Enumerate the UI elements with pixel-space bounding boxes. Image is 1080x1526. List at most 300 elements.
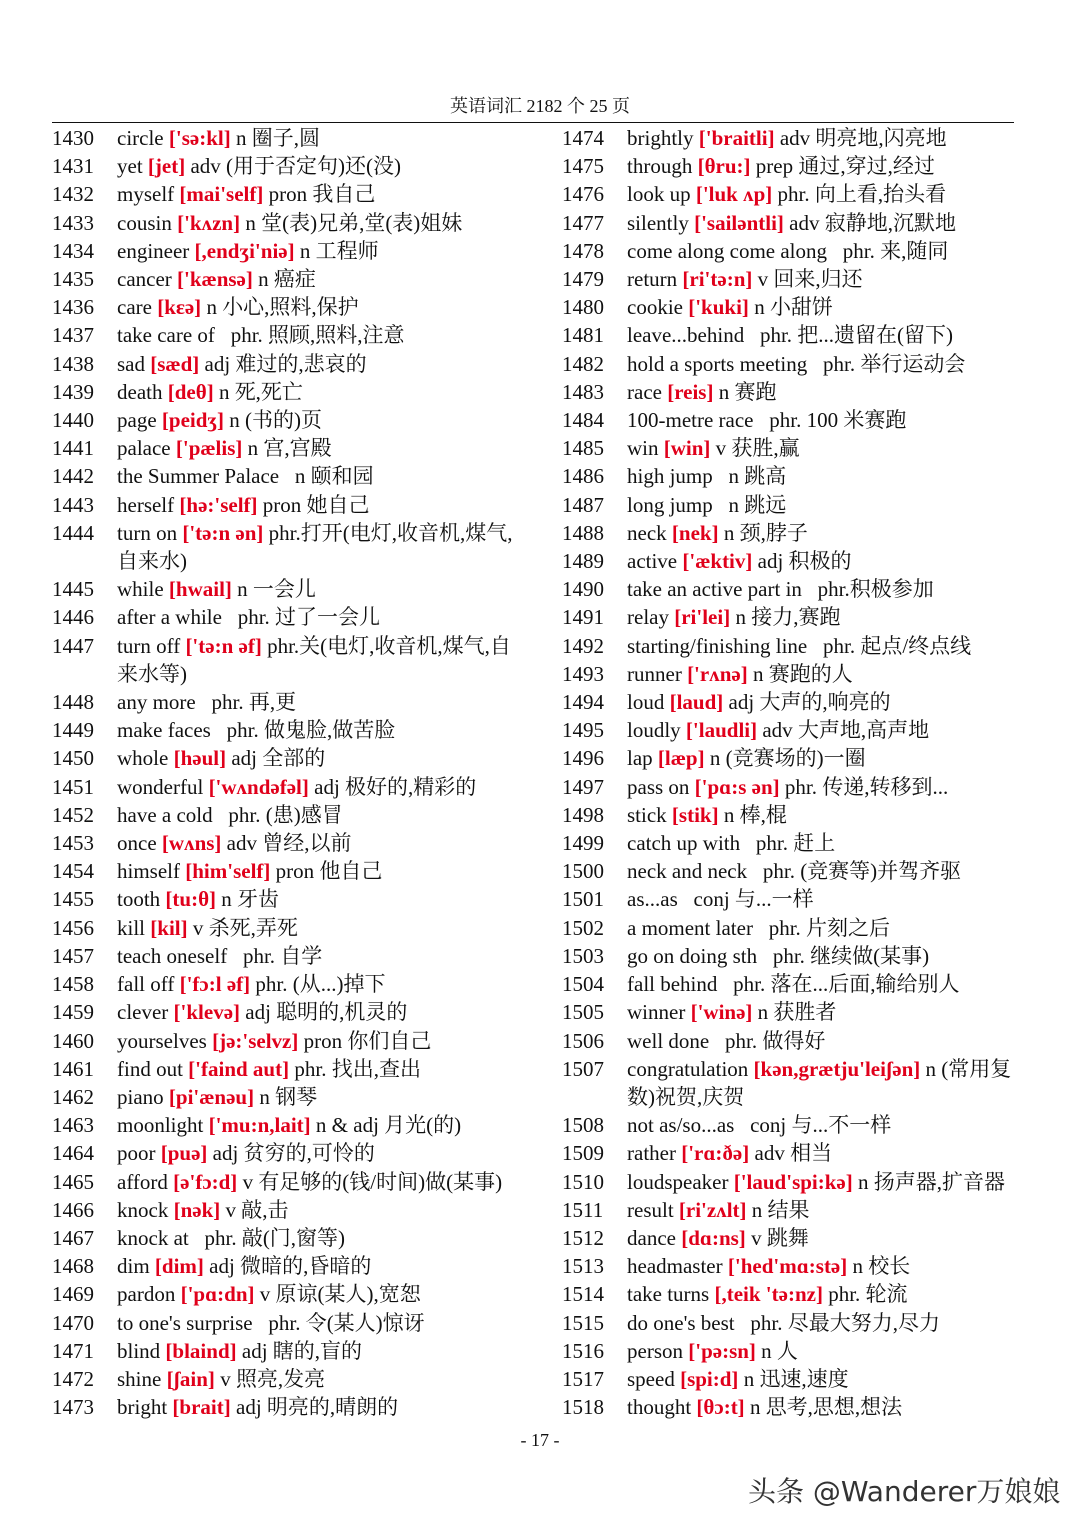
vocab-entry: [52, 237, 514, 265]
entry-number: 1500: [562, 859, 604, 884]
vocab-entry: [562, 942, 1024, 970]
vocab-entry: [562, 434, 1024, 462]
entry-word: congratulation: [627, 1056, 749, 1081]
vocab-entry: [52, 1337, 514, 1365]
entry-word: take care of: [117, 323, 215, 348]
entry-word: as...as: [627, 887, 678, 912]
entry-word: blind: [117, 1338, 161, 1363]
vocab-entry: [562, 1168, 1024, 1196]
entry-number: 1475: [562, 154, 604, 179]
entry-number: 1514: [562, 1282, 604, 1307]
entry-word: active: [627, 549, 678, 574]
entry-word: the Summer Palace: [117, 464, 280, 489]
vocab-entry: [562, 829, 1024, 857]
entry-definition: phr. 继续做(某事): [772, 943, 930, 968]
entry-word: cookie: [627, 295, 683, 320]
entry-number: 1469: [52, 1282, 94, 1307]
vocab-entry: [52, 885, 514, 913]
entry-phonetic: ['rɑ:ðə]: [681, 1141, 750, 1166]
entry-phonetic: [peidʒ]: [161, 408, 225, 433]
vocab-entry: [52, 773, 514, 801]
entry-definition: phr. (患)感冒: [228, 802, 343, 827]
vocab-entry: [562, 1224, 1024, 1252]
entry-definition: n 扬声器,扩音器: [858, 1169, 1005, 1194]
entry-phonetic: ['braitli]: [698, 126, 775, 150]
entry-word: clever: [117, 1000, 169, 1025]
entry-definition: phr. 做得好: [724, 1028, 826, 1053]
entry-word: high jump: [627, 464, 713, 489]
vocab-entry: [52, 575, 514, 603]
entry-definition: adj 聪明的,机灵的: [245, 1000, 408, 1025]
vocab-entry: [562, 1111, 1024, 1139]
entry-definition: phr. 轮流: [828, 1282, 908, 1307]
entry-definition: adv 曾经,以前: [226, 831, 352, 856]
entry-number: 1450: [52, 746, 94, 771]
entry-phonetic: ['winə]: [690, 1000, 753, 1025]
entry-definition: phr.积极参加: [817, 577, 934, 602]
entry-phonetic: [ri'zʌlt]: [678, 1197, 747, 1222]
entry-phonetic: ['tə:n ən]: [182, 520, 264, 545]
entry-word: race: [627, 379, 662, 404]
entry-definition: n (竞赛场的)一圈: [709, 746, 866, 771]
entry-phonetic: [nek]: [671, 520, 719, 545]
entry-word: long jump: [627, 492, 713, 517]
vocab-entry: [562, 378, 1024, 406]
entry-definition: phr. 片刻之后: [768, 915, 891, 940]
entry-number: 1434: [52, 238, 94, 263]
entry-word: piano: [117, 1084, 164, 1109]
entry-phonetic: [həul]: [173, 746, 227, 771]
entry-number: 1493: [562, 661, 604, 686]
entry-phonetic: [win]: [663, 436, 711, 461]
entry-number: 1436: [52, 295, 94, 320]
entry-number: 1510: [562, 1169, 604, 1194]
entry-word: a moment later: [627, 915, 753, 940]
entry-word: engineer: [117, 238, 190, 263]
vocab-entry: [52, 462, 514, 490]
entry-word: death: [117, 379, 163, 404]
vocab-entry: [52, 265, 514, 293]
entry-phonetic: ['æktiv]: [682, 549, 753, 574]
entry-phonetic: ['pə:sn]: [688, 1338, 756, 1363]
vocab-entry: [562, 1055, 1024, 1111]
entry-word: look up: [627, 182, 691, 207]
vocab-entry: [562, 1365, 1024, 1393]
entry-word: well done: [627, 1028, 710, 1053]
entry-word: silently: [627, 210, 689, 235]
entry-phonetic: ['laudli]: [685, 718, 758, 743]
entry-word: myself: [117, 182, 175, 207]
entry-definition: n 工程师: [299, 238, 379, 263]
entry-phonetic: [dim]: [154, 1254, 204, 1279]
entry-number: 1508: [562, 1113, 604, 1138]
entry-definition: n 跳远: [728, 492, 787, 517]
entry-number: 1501: [562, 887, 604, 912]
vocab-entry: [52, 434, 514, 462]
entry-number: 1477: [562, 210, 604, 235]
entry-phonetic: [brait]: [172, 1395, 231, 1420]
vocab-entry: [562, 1027, 1024, 1055]
entry-number: 1441: [52, 436, 94, 461]
entry-phonetic: [nək]: [173, 1197, 221, 1222]
entry-word: loud: [627, 690, 665, 715]
entry-definition: phr. 令(某人)惊讶: [268, 1310, 425, 1335]
entry-word: dance: [627, 1225, 676, 1250]
entry-number: 1464: [52, 1141, 94, 1166]
entry-word: sad: [117, 351, 145, 376]
entry-number: 1479: [562, 267, 604, 292]
vocab-entry: [562, 773, 1024, 801]
vocab-entry: [52, 1309, 514, 1337]
vocab-entry: [562, 970, 1024, 998]
entry-definition: adj 极好的,精彩的: [314, 774, 477, 799]
vocab-entry: [52, 1055, 514, 1083]
vocab-column-left: [52, 124, 514, 1421]
vocab-entry: [562, 1139, 1024, 1167]
entry-word: bright: [117, 1395, 168, 1420]
entry-number: 1505: [562, 1000, 604, 1025]
entry-phonetic: [θɔ:t]: [696, 1395, 745, 1420]
vocab-entry: [52, 378, 514, 406]
entry-number: 1470: [52, 1310, 94, 1335]
entry-phonetic: [hwail]: [168, 577, 232, 602]
entry-number: 1502: [562, 915, 604, 940]
entry-number: 1491: [562, 605, 604, 630]
entry-number: 1452: [52, 802, 94, 827]
entry-phonetic: [reis]: [667, 379, 714, 404]
entry-definition: adj 难过的,悲哀的: [204, 351, 367, 376]
entry-definition: adj 瞎的,盲的: [241, 1338, 363, 1363]
entry-definition: n 迅速,速度: [743, 1366, 849, 1391]
vocab-entry: [562, 857, 1024, 885]
entry-word: tooth: [117, 887, 161, 912]
entry-definition: n 牙齿: [221, 887, 280, 912]
entry-number: 1509: [562, 1141, 604, 1166]
entry-definition: n (常用复数)祝贺,庆贺: [627, 1056, 1012, 1109]
entry-definition: phr. (竞赛等)并驾齐驱: [762, 859, 962, 884]
entry-number: 1512: [562, 1225, 604, 1250]
vocab-entry: [562, 716, 1024, 744]
entry-phonetic: ['pɑ:s ən]: [694, 774, 780, 799]
vocab-entry: [52, 1111, 514, 1139]
vocab-entry: [562, 124, 1024, 152]
entry-word: pardon: [117, 1282, 176, 1307]
entry-word: wonderful: [117, 774, 204, 799]
vocab-entry: [562, 519, 1024, 547]
entry-phonetic: ['klevə]: [173, 1000, 241, 1025]
vocab-entry: [562, 1337, 1024, 1365]
entry-definition: conj 与...不一样: [750, 1113, 892, 1138]
entry-number: 1474: [562, 126, 604, 150]
entry-number: 1487: [562, 492, 604, 517]
entry-word: page: [117, 408, 157, 433]
entry-word: poor: [117, 1141, 156, 1166]
entry-definition: phr. 把...遗留在(留下): [759, 323, 954, 348]
entry-definition: n 赛跑: [718, 379, 777, 404]
entry-phonetic: [ʃain]: [166, 1366, 215, 1391]
entry-phonetic: [wʌns]: [161, 831, 222, 856]
entry-word: lap: [627, 746, 653, 771]
entry-definition: n 颐和园: [294, 464, 374, 489]
entry-number: 1490: [562, 577, 604, 602]
entry-definition: v 杀死,弄死: [192, 915, 298, 940]
entry-number: 1489: [562, 549, 604, 574]
entry-word: neck and neck: [627, 859, 748, 884]
entry-definition: phr. 自学: [242, 943, 323, 968]
entry-number: 1485: [562, 436, 604, 461]
entry-word: rather: [627, 1141, 676, 1166]
entry-word: yourselves: [117, 1028, 207, 1053]
entry-definition: phr. 落在...后面,输给别人: [733, 972, 960, 997]
entry-number: 1454: [52, 859, 94, 884]
entry-number: 1495: [562, 718, 604, 743]
entry-definition: n (书的)页: [229, 408, 323, 433]
entry-phonetic: [sæd]: [150, 351, 200, 376]
entry-word: do one's best: [627, 1310, 735, 1335]
entry-number: 1432: [52, 182, 94, 207]
entry-definition: adv 大声地,高声地: [762, 718, 930, 743]
entry-number: 1494: [562, 690, 604, 715]
entry-word: any more: [117, 690, 196, 715]
entry-phonetic: ['wʌndəfəl]: [208, 774, 309, 799]
entry-phonetic: ['tə:n əf]: [185, 633, 262, 658]
vocab-entry: [562, 688, 1024, 716]
entry-word: starting/finishing line: [627, 633, 808, 658]
entry-number: 1482: [562, 351, 604, 376]
entry-definition: v 获胜,赢: [715, 436, 800, 461]
entry-number: 1511: [562, 1197, 604, 1222]
entry-number: 1447: [52, 633, 94, 658]
entry-word: 100-metre race: [627, 408, 754, 433]
entry-number: 1478: [562, 238, 604, 263]
entry-word: palace: [117, 436, 171, 461]
entry-definition: n 获胜者: [757, 1000, 837, 1025]
vocab-entry: [52, 1168, 514, 1196]
vocab-entry: [562, 575, 1024, 603]
vocab-entry: [52, 152, 514, 180]
entry-word: kill: [117, 915, 146, 940]
entry-definition: n 棒,棍: [723, 802, 787, 827]
entry-number: 1448: [52, 690, 94, 715]
entry-phonetic: [kil]: [150, 915, 188, 940]
entry-number: 1507: [562, 1056, 604, 1081]
entry-definition: conj 与...一样: [693, 887, 814, 912]
entry-word: while: [117, 577, 164, 602]
entry-phonetic: ['laud'spi:kə]: [733, 1169, 853, 1194]
entry-definition: phr. 向上看,抬头看: [777, 182, 947, 207]
entry-definition: phr. 再,更: [211, 690, 297, 715]
entry-phonetic: ['kuki]: [688, 295, 749, 320]
vocab-entry: [52, 716, 514, 744]
entry-word: herself: [117, 492, 175, 517]
entry-definition: n 死,死亡: [218, 379, 303, 404]
entry-number: 1439: [52, 379, 94, 404]
entry-definition: n 癌症: [258, 267, 316, 292]
vocab-entry: [52, 603, 514, 631]
entry-word: go on doing sth: [627, 943, 758, 968]
entry-definition: n 圈子,圆: [235, 126, 320, 150]
entry-phonetic: [spi:d]: [680, 1366, 739, 1391]
vocab-column-right: [562, 124, 1024, 1421]
vocab-entry: [52, 744, 514, 772]
entry-word: headmaster: [627, 1254, 723, 1279]
vocab-entry: [52, 406, 514, 434]
vocab-entry: [562, 998, 1024, 1026]
entry-word: care: [117, 295, 152, 320]
vocab-entry: [52, 1196, 514, 1224]
entry-number: 1461: [52, 1056, 94, 1081]
entry-number: 1473: [52, 1395, 94, 1420]
entry-definition: phr. 敲(门,窗等): [204, 1225, 346, 1250]
entry-phonetic: [kən,grætju'leiʃən]: [753, 1056, 921, 1081]
entry-word: once: [117, 831, 157, 856]
entry-number: 1457: [52, 943, 94, 968]
entry-number: 1443: [52, 492, 94, 517]
entry-definition: prep 通过,穿过,经过: [755, 154, 935, 179]
entry-definition: adj 积极的: [757, 549, 852, 574]
entry-number: 1451: [52, 774, 94, 799]
entry-word: leave...behind: [627, 323, 745, 348]
entry-definition: pron 你们自己: [303, 1028, 432, 1053]
entry-phonetic: ['hed'mɑ:stə]: [727, 1254, 848, 1279]
entry-word: take turns: [627, 1282, 710, 1307]
entry-word: dim: [117, 1254, 150, 1279]
vocab-entry: [562, 491, 1024, 519]
entry-word: have a cold: [117, 802, 213, 827]
vocab-entry: [562, 462, 1024, 490]
entry-phonetic: [tu:θ]: [165, 887, 217, 912]
entry-number: 1468: [52, 1254, 94, 1279]
entry-definition: phr. 100 米赛跑: [769, 408, 907, 433]
entry-definition: adj 明亮的,晴朗的: [236, 1395, 399, 1420]
entry-definition: n 结果: [751, 1197, 810, 1222]
entry-word: himself: [117, 859, 180, 884]
entry-definition: n 堂(表)兄弟,堂(表)姐妹: [245, 210, 463, 235]
entry-phonetic: [θru:]: [697, 154, 751, 179]
entry-number: 1462: [52, 1084, 94, 1109]
vocab-entry: [562, 321, 1024, 349]
vocab-entry: [52, 209, 514, 237]
entry-word: catch up with: [627, 831, 741, 856]
entry-word: thought: [627, 1395, 692, 1420]
vocab-entry: [52, 180, 514, 208]
entry-definition: phr. 传递,转移到...: [784, 774, 949, 799]
entry-number: 1438: [52, 351, 94, 376]
entry-word: loudly: [627, 718, 681, 743]
entry-definition: n & adj 月光(的): [315, 1113, 462, 1138]
entry-word: shine: [117, 1366, 162, 1391]
entry-number: 1466: [52, 1197, 94, 1222]
entry-definition: phr. 举行运动会: [822, 351, 966, 376]
vocab-entry: [52, 914, 514, 942]
entry-number: 1513: [562, 1254, 604, 1279]
entry-word: cancer: [117, 267, 172, 292]
entry-definition: adj 微暗的,昏暗的: [209, 1254, 372, 1279]
entry-number: 1516: [562, 1338, 604, 1363]
entry-phonetic: [ri'tə:n]: [682, 267, 753, 292]
entry-number: 1465: [52, 1169, 94, 1194]
entry-word: through: [627, 154, 693, 179]
entry-number: 1445: [52, 577, 94, 602]
entry-word: to one's surprise: [117, 1310, 253, 1335]
vocab-entry: [52, 1027, 514, 1055]
entry-phonetic: [hə:'self]: [179, 492, 258, 517]
entry-word: return: [627, 267, 678, 292]
entry-definition: v 敲,击: [225, 1197, 289, 1222]
entry-definition: n 一会儿: [237, 577, 316, 602]
entry-phonetic: [dɑ:ns]: [681, 1225, 746, 1250]
watermark: 头条 @Wanderer万娘娘: [748, 1475, 1061, 1508]
entry-number: 1506: [562, 1028, 604, 1053]
vocab-entry: [562, 1393, 1024, 1421]
entry-word: hold a sports meeting: [627, 351, 808, 376]
vocab-entry: [52, 1083, 514, 1111]
entry-number: 1481: [562, 323, 604, 348]
entry-definition: phr. (从...)掉下: [255, 972, 386, 997]
entry-number: 1476: [562, 182, 604, 207]
entry-definition: phr. 做鬼脸,做苦脸: [226, 718, 396, 743]
entry-definition: n 人: [761, 1338, 798, 1363]
entry-definition: adj 贫穷的,可怜的: [212, 1141, 375, 1166]
entry-word: whole: [117, 746, 169, 771]
page-number: - 17 -: [520, 1430, 560, 1450]
entry-word: runner: [627, 661, 682, 686]
vocab-entry: [562, 209, 1024, 237]
entry-phonetic: [stik]: [671, 802, 719, 827]
entry-number: 1440: [52, 408, 94, 433]
vocab-entry: [562, 744, 1024, 772]
entry-number: 1496: [562, 746, 604, 771]
entry-phonetic: [ri'lei]: [674, 605, 731, 630]
entry-definition: adv 明亮地,闪亮地: [779, 126, 947, 150]
vocab-entry: [562, 1252, 1024, 1280]
vocab-entry: [52, 124, 514, 152]
entry-number: 1433: [52, 210, 94, 235]
entry-phonetic: ['kʌzn]: [177, 210, 241, 235]
entry-number: 1472: [52, 1366, 94, 1391]
entry-definition: pron 我自己: [268, 182, 376, 207]
vocab-entry: [562, 152, 1024, 180]
entry-phonetic: [mai'self]: [179, 182, 264, 207]
vocab-entry: [52, 1139, 514, 1167]
entry-number: 1444: [52, 520, 94, 545]
vocab-entry: [52, 1365, 514, 1393]
entry-phonetic: [puə]: [160, 1141, 208, 1166]
entry-number: 1455: [52, 887, 94, 912]
entry-definition: phr. 找出,查出: [294, 1056, 421, 1081]
entry-word: cousin: [117, 210, 172, 235]
vocab-entry: [52, 688, 514, 716]
entry-phonetic: [jə:'selvz]: [212, 1028, 299, 1053]
entry-number: 1517: [562, 1366, 604, 1391]
entry-number: 1453: [52, 831, 94, 856]
vocab-entry: [52, 321, 514, 349]
vocab-entry: [52, 1224, 514, 1252]
entry-number: 1430: [52, 126, 94, 150]
entry-number: 1449: [52, 718, 94, 743]
entry-phonetic: [deθ]: [167, 379, 214, 404]
entry-word: teach oneself: [117, 943, 228, 968]
vocab-entry: [562, 180, 1024, 208]
entry-word: pass on: [627, 774, 690, 799]
entry-definition: n 小心,照料,保护: [206, 295, 359, 320]
vocab-entry: [52, 519, 514, 575]
vocab-entry: [52, 1252, 514, 1280]
entry-phonetic: ['pɑ:dn]: [180, 1282, 255, 1307]
vocab-entry: [52, 293, 514, 321]
entry-number: 1471: [52, 1338, 94, 1363]
entry-number: 1484: [562, 408, 604, 433]
